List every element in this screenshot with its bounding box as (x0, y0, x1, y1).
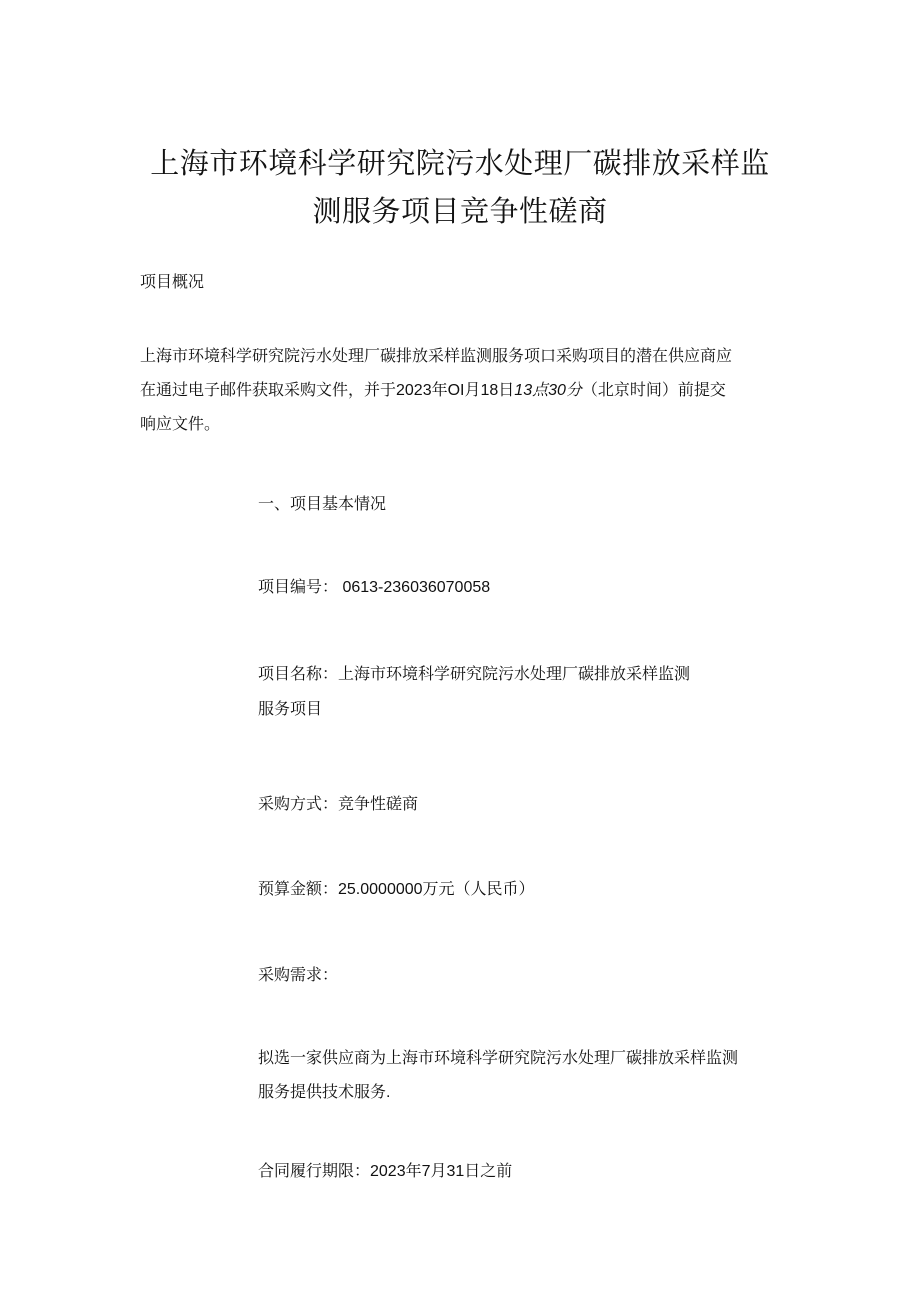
intro-line-2-after: （北京时间）前提交 (581, 382, 726, 399)
project-number: 项目编号： 0613-236036070058 (258, 579, 491, 596)
intro-line-3: 响应文件。 (140, 416, 221, 433)
intro-paragraph (140, 340, 780, 442)
budget-amount: 预算金额：25.0000000万元（人民币） (258, 881, 535, 898)
section-label-project-overview: 项目概况 (140, 274, 205, 291)
procurement-method: 采购方式：竞争性磋商 (258, 796, 419, 813)
project-name-line-1: 项目名称：上海市环境科学研究院污水处理厂碳排放采样监测 (258, 666, 691, 683)
project-name (258, 660, 690, 724)
contract-period: 合同履行期限：2023年7月31日之前 (258, 1163, 513, 1180)
intro-deadline-time: 13点30分 (514, 382, 582, 399)
requirement-text (258, 1044, 738, 1107)
requirement-line-1: 拟选一家供应商为上海市环境科学研究院污水处理厂碳排放采样监测 (258, 1050, 739, 1067)
intro-line-2-before: 在通过电子邮件获取采购文件，并于2023年OI月18日 (140, 382, 515, 399)
basic-info-heading: 一、项目基本情况 (258, 496, 387, 513)
project-name-line-2: 服务项目 (258, 701, 323, 718)
requirement-line-2: 服务提供技术服务. (258, 1084, 391, 1101)
document-title-line-1: 上海市环境科学研究院污水处理厂碳排放采样监 (150, 148, 770, 180)
intro-line-1: 上海市环境科学研究院污水处理厂碳排放采样监测服务项口采购项目的潜在供应商应 (140, 348, 733, 365)
intro-line-2 (140, 374, 780, 408)
document-title-line-2: 测服务项目竞争性磋商 (312, 196, 608, 228)
requirement-label: 采购需求： (258, 967, 339, 984)
document-title (140, 140, 780, 236)
